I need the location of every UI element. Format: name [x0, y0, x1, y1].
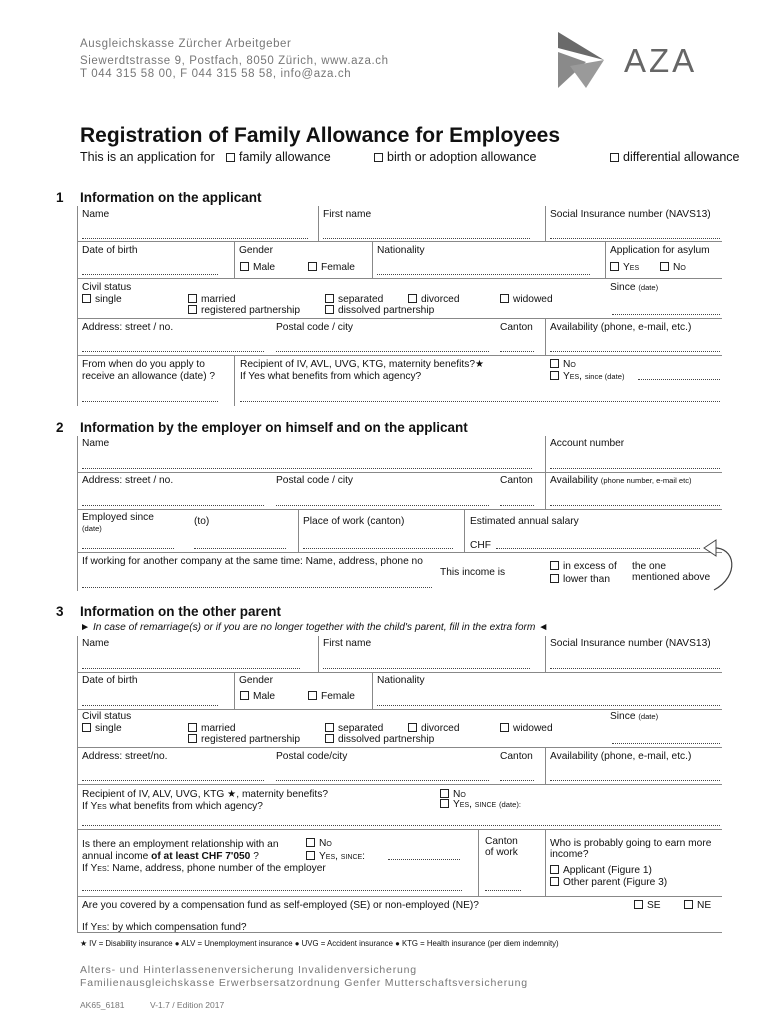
s3-if-yes-label: If Yes: by which compensation fund? [82, 922, 247, 933]
s3-address-field[interactable] [82, 780, 264, 781]
footer-code: AK65_6181 [80, 1000, 125, 1010]
s1-recipient-1: Recipient of IV, AVL, UVG, KTG, maternity benefits?★ [240, 359, 485, 370]
s1-civil-label: Civil status [82, 282, 132, 293]
s1-from-when-2: receive an allowance (date) ? [82, 371, 216, 382]
page-title: Registration of Family Allowance for Employees [80, 124, 560, 147]
s3-firstname-label: First name [323, 638, 372, 649]
s2-this-income-label: This income is [440, 567, 506, 578]
s1-postal-field[interactable] [276, 351, 489, 352]
s3-employment-yes[interactable]: Yes, since: [306, 851, 365, 862]
s1-dob-label: Date of birth [82, 245, 138, 256]
s3-canton-label: Canton [500, 751, 533, 762]
s2-other-company-field[interactable] [82, 587, 432, 588]
s3-recipient-1: Recipient of IV, ALV, UVG, KTG ★, maternity benefits? [82, 789, 329, 800]
s1-from-when-field[interactable] [82, 401, 218, 402]
s2-name-label: Name [82, 438, 110, 449]
s1-dissolved[interactable]: dissolved partnership [325, 305, 434, 316]
s1-name-field[interactable] [82, 238, 308, 239]
arrow-left-icon: ◄ [538, 622, 549, 633]
s3-employer-field[interactable] [82, 890, 462, 891]
s3-postal-field[interactable] [276, 780, 489, 781]
s3-note: ► In case of remarriage(s) or if you are no longer together with the child's parent, fill in the extra form ◄ [80, 622, 549, 633]
s3-employment-no[interactable]: No [306, 838, 332, 849]
logo-text: AZA [624, 42, 698, 79]
s2-chf-label: CHF [470, 540, 491, 551]
s3-address-label: Address: street/no. [82, 751, 168, 762]
s1-recipient-yes[interactable]: Yes, since (date) [550, 371, 625, 382]
org-name: Ausgleichskasse Zürcher Arbeitgeber [80, 38, 292, 50]
s2-canton-field[interactable] [500, 505, 534, 506]
s2-salary-label: Estimated annual salary [470, 516, 579, 527]
s1-recipient-since-field[interactable] [638, 379, 720, 380]
s2-lower-option[interactable]: lower than [550, 574, 610, 585]
s3-name-field[interactable] [82, 668, 300, 669]
s3-employment-2: annual income of at least CHF 7'050 ? [82, 851, 259, 862]
s1-recipient-2: If Yes what benefits from which agency? [240, 371, 422, 382]
s2-employed-label: Employed since [82, 512, 154, 523]
s3-availability-field[interactable] [550, 780, 720, 781]
opt-birth-adoption[interactable]: birth or adoption allowance [374, 150, 536, 164]
s2-salary-field[interactable] [496, 548, 700, 549]
s2-availability-label: Availability (phone number, e-mail etc) [550, 475, 692, 486]
s3-divorced[interactable]: divorced [408, 723, 460, 734]
s1-female-option[interactable]: Female [308, 262, 355, 273]
s3-recipient-field[interactable] [82, 825, 720, 826]
s3-recipient-2: If Yes what benefits from which agency? [82, 801, 263, 812]
aza-logo-icon [556, 30, 606, 90]
section-2-title: Information by the employer on himself and on the applicant [80, 420, 468, 435]
s2-postal-field[interactable] [276, 505, 489, 506]
section-2-number: 2 [56, 420, 64, 435]
s1-single[interactable]: single [82, 294, 122, 305]
s3-name-label: Name [82, 638, 110, 649]
application-lead: This is an application for [80, 150, 215, 164]
s1-firstname-label: First name [323, 209, 372, 220]
s1-name-label: Name [82, 209, 110, 220]
s3-firstname-field[interactable] [323, 668, 530, 669]
s1-availability-field[interactable] [550, 351, 720, 352]
s3-ne-option[interactable]: NE [684, 900, 711, 911]
s3-earn-2: income? [550, 849, 589, 860]
s3-widowed[interactable]: widowed [500, 723, 553, 734]
s1-divorced[interactable]: divorced [408, 294, 460, 305]
s2-employed-field[interactable] [82, 548, 174, 549]
s3-dob-field[interactable] [82, 705, 218, 706]
s1-nationality-label: Nationality [377, 245, 425, 256]
s2-place-field[interactable] [303, 548, 453, 549]
footer-line-1: Alters- und Hinterlassenenversicherung Invalidenversicherung [80, 964, 417, 976]
s1-from-when-1: From when do you apply to [82, 359, 205, 370]
s1-registered[interactable]: registered partnership [188, 305, 300, 316]
s1-canton-label: Canton [500, 322, 533, 333]
s1-firstname-field[interactable] [323, 238, 530, 239]
s2-availability-field[interactable] [550, 505, 720, 506]
s1-ssn-label: Social Insurance number (NAVS13) [550, 209, 711, 220]
checkbox[interactable] [226, 153, 235, 162]
s3-nationality-field[interactable] [377, 705, 720, 706]
s1-male-option[interactable]: Male [240, 262, 275, 273]
org-phone: T 044 315 58 00, F 044 315 58 58, info@aza.ch [80, 68, 352, 80]
s1-address-label: Address: street / no. [82, 322, 174, 333]
s3-gender-label: Gender [239, 675, 273, 686]
s3-employment-3: If Yes: Name, address, phone number of the employer [82, 863, 326, 874]
opt-family-allowance[interactable]: family allowance [226, 150, 331, 164]
org-address: Siewerdtstrasse 9, Postfach, 8050 Zürich, www.aza.ch [80, 55, 389, 67]
s3-canton-field[interactable] [500, 780, 534, 781]
s2-canton-label: Canton [500, 475, 533, 486]
s1-widowed[interactable]: widowed [500, 294, 553, 305]
opt-differential[interactable]: differential allowance [610, 150, 740, 164]
s2-account-field[interactable] [550, 468, 720, 469]
s3-single[interactable]: single [82, 723, 122, 734]
checkbox[interactable] [610, 153, 619, 162]
s3-availability-label: Availability (phone, e-mail, etc.) [550, 751, 692, 762]
s3-recipient-yes[interactable]: Yes, since (date): [440, 799, 521, 810]
arrow-right-icon: ► [80, 622, 91, 633]
checkbox[interactable] [374, 153, 383, 162]
s3-earn-1: Who is probably going to earn more [550, 838, 712, 849]
s1-dob-field[interactable] [82, 274, 218, 275]
s1-ssn-field[interactable] [550, 238, 720, 239]
s3-male-option[interactable]: Male [240, 691, 275, 702]
s1-recipient-field[interactable] [240, 401, 720, 402]
s3-registered[interactable]: registered partnership [188, 734, 300, 745]
s3-female-option[interactable]: Female [308, 691, 355, 702]
s3-earn-other[interactable]: Other parent (Figure 3) [550, 877, 667, 888]
s1-gender-label: Gender [239, 245, 273, 256]
s1-nationality-field[interactable] [377, 274, 590, 275]
s2-account-label: Account number [550, 438, 625, 449]
s2-excess-option[interactable]: in excess of [550, 561, 617, 572]
s3-married[interactable]: married [188, 723, 236, 734]
s2-the-one-1: the one [632, 561, 666, 572]
legend: ★ IV = Disability insurance ● ALV = Unemployment insurance ● UVG = Accident insurance ● KTG = Health insurance (per diem indemnity) [80, 939, 559, 948]
s3-ssn-label: Social Insurance number (NAVS13) [550, 638, 711, 649]
footer-version: V-1.7 / Edition 2017 [150, 1000, 225, 1010]
s3-canton-work-1: Canton [485, 836, 518, 847]
s2-to-field[interactable] [194, 548, 286, 549]
s1-recipient-no[interactable]: No [550, 359, 576, 370]
s3-employment-1: Is there an employment relationship with an [82, 839, 279, 850]
s1-since-label: Since (date) [610, 282, 659, 293]
s2-postal-label: Postal code / city [276, 475, 354, 486]
s3-ssn-field[interactable] [550, 668, 720, 669]
s3-employment-since-field[interactable] [388, 859, 460, 860]
s3-canton-work-2: of work [485, 847, 518, 858]
s1-asylum-yes[interactable]: Yes [610, 262, 639, 273]
s3-postal-label: Postal code/city [276, 751, 348, 762]
s2-address-label: Address: street / no. [82, 475, 174, 486]
s3-civil-label: Civil status [82, 711, 132, 722]
s3-separated[interactable]: separated [325, 723, 383, 734]
s2-place-label: Place of work (canton) [303, 516, 405, 527]
curved-arrow-icon [700, 536, 744, 596]
s1-asylum-label: Application for asylum [610, 245, 710, 256]
s1-since-field[interactable] [612, 314, 720, 315]
s3-earn-applicant[interactable]: Applicant (Figure 1) [550, 865, 652, 876]
section-1-number: 1 [56, 190, 64, 205]
section-3-number: 3 [56, 604, 64, 619]
s3-nationality-label: Nationality [377, 675, 425, 686]
s2-address-field[interactable] [82, 505, 264, 506]
s3-covered-label: Are you covered by a compensation fund as self-employed (SE) or non-employed (NE)? [82, 900, 479, 911]
section-3-title: Information on the other parent [80, 604, 281, 619]
s1-address-field[interactable] [82, 351, 264, 352]
s1-separated[interactable]: separated [325, 294, 383, 305]
s1-canton-field[interactable] [500, 351, 534, 352]
s2-the-one-2: mentioned above [632, 572, 711, 583]
s1-postal-label: Postal code / city [276, 322, 354, 333]
section-1-title: Information on the applicant [80, 190, 262, 205]
s2-to-label: (to) [194, 516, 210, 527]
s3-dissolved[interactable]: dissolved partnership [325, 734, 434, 745]
s3-recipient-no[interactable]: No [440, 789, 466, 800]
s2-date-note: (date) [82, 524, 102, 533]
s3-since-label: Since (date) [610, 711, 659, 722]
s1-married[interactable]: married [188, 294, 236, 305]
s1-availability-label: Availability (phone, e-mail, etc.) [550, 322, 692, 333]
footer-line-2: Familienausgleichskasse Erwerbsersatzordnung Genfer Mutterschaftsversicherung [80, 977, 528, 989]
s3-since-field[interactable] [612, 743, 720, 744]
s2-other-company-label: If working for another company at the same time: Name, address, phone no [82, 556, 423, 567]
s3-canton-work-field[interactable] [485, 890, 521, 891]
s2-name-field[interactable] [82, 468, 532, 469]
s1-asylum-no[interactable]: No [660, 262, 686, 273]
s3-se-option[interactable]: SE [634, 900, 661, 911]
s3-dob-label: Date of birth [82, 675, 138, 686]
